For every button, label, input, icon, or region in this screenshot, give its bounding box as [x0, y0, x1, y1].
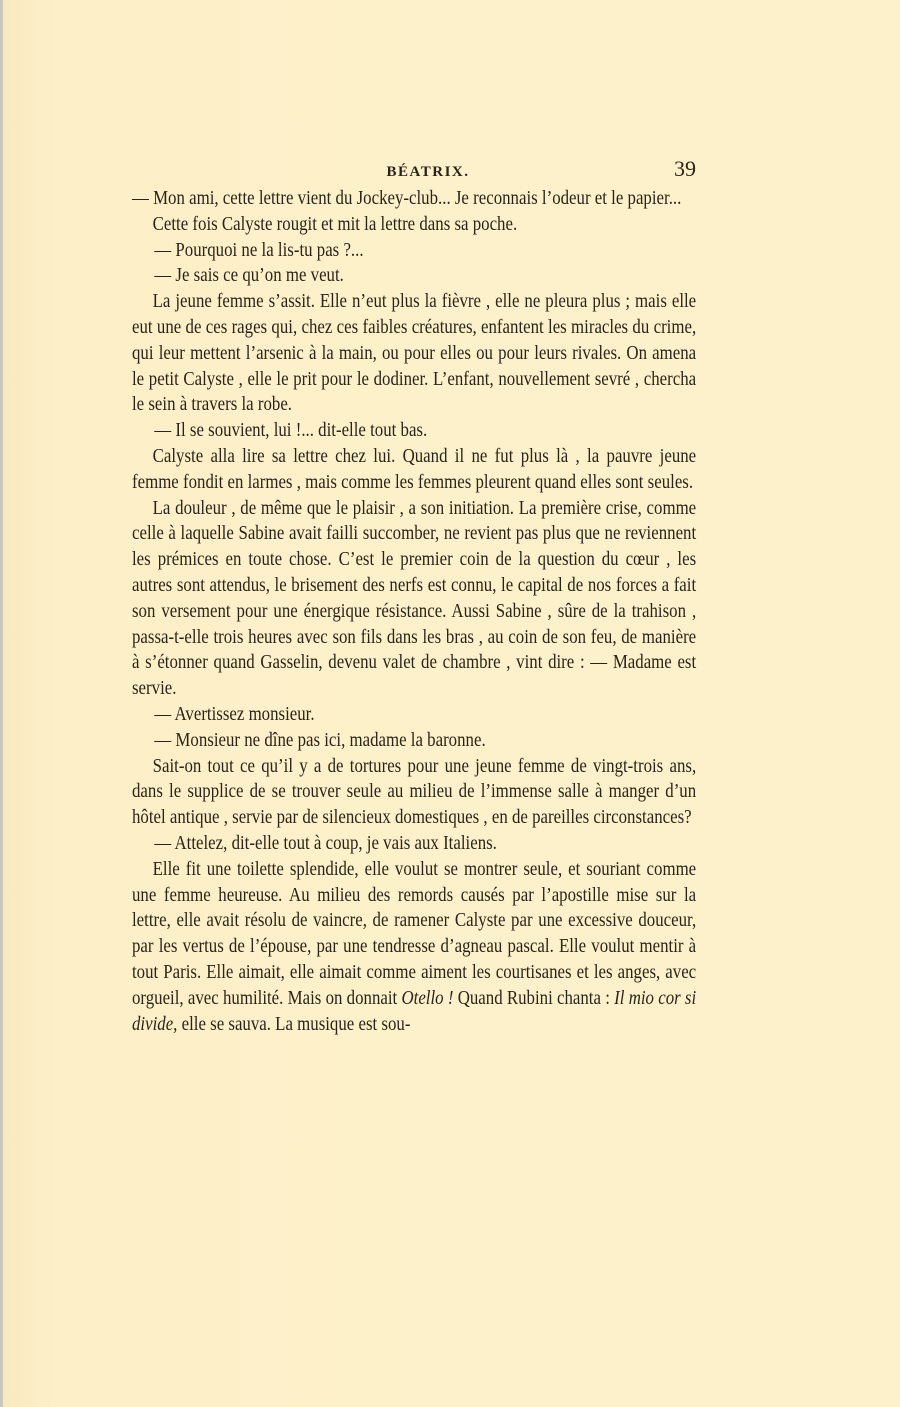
italic-text: Otello !	[401, 987, 454, 1009]
text-segment: — Attelez, dit-elle tout à coup, je vais aux Italiens.	[154, 832, 497, 854]
text-segment: — Je sais ce qu’on me veut.	[154, 265, 344, 287]
text-segment: Cette fois Calyste rougit et mit la lettre dans sa poche.	[152, 213, 518, 235]
text-segment: — Pourquoi ne la lis-tu pas ?...	[154, 239, 364, 261]
page-header	[132, 156, 696, 186]
paragraph	[132, 754, 696, 831]
dialogue-line	[132, 702, 696, 728]
text-segment: La jeune femme s’assit. Elle n’eut plus la fièvre , elle ne pleura plus ; mais elle eut une de ces rages qui, chez ces faibles créatures, enfantent les miracles du crime, qui leur mettent l’arsenic à la main, ou pour elles ou pour leurs rivales. On amena le petit Calyste , elle le prit pour le dodiner. L’enfant, nouvellement sevré , chercha le sein à travers la robe.	[132, 291, 697, 416]
dialogue-line	[132, 831, 696, 857]
text-segment: Quand Rubini chanta :	[453, 987, 615, 1009]
italic-text: Il mio cor si divide,	[132, 987, 697, 1035]
text-segment: elle se sauva. La musique est sou-	[177, 1013, 411, 1035]
text-segment: Calyste alla lire sa lettre chez lui. Quand il ne fut plus là , la pauvre jeune femme fondit en larmes , mais comme les femmes pleurent quand elles sont seules.	[132, 445, 697, 493]
dialogue-line	[132, 263, 696, 289]
body-text	[132, 186, 696, 1037]
paragraph	[132, 496, 696, 702]
text-segment: — Monsieur ne dîne pas ici, madame la baronne.	[154, 729, 486, 751]
page-number: 39	[674, 156, 696, 181]
dialogue-line	[132, 728, 696, 754]
text-segment: Elle fit une toilette splendide, elle voulut se montrer seule, et souriant comme une femme heureuse. Au milieu des remords causés par l’apostille mise sur la lettre, elle avait résolu de vaincre, de ramener Calyste par une excessive douceur, par les vertus de l’épouse, par une tendresse d’agneau pascal. Elle voulut mentir à tout Paris. Elle aimait, elle aimait comme aiment les courtisanes et les anges, avec orgueil, avec humilité. Mais on donnait	[132, 858, 697, 1009]
text-segment: — Mon ami, cette lettre vient du Jockey-club... Je reconnais l’odeur et le papier...	[132, 188, 682, 209]
dialogue-line	[132, 238, 696, 264]
dialogue-line	[132, 418, 696, 444]
text-segment: Sait-on tout ce qu’il y a de tortures pour une jeune femme de vingt-trois ans, dans le supplice de se trouver seule au milieu de l’immense salle à manger d’un hôtel antique , servie par de silencieux domestiques , en de pareilles circonstances?	[132, 755, 697, 829]
paragraph	[132, 186, 696, 212]
paragraph	[132, 212, 696, 238]
paragraph	[132, 857, 696, 1038]
paragraph	[132, 444, 696, 496]
paragraph	[132, 289, 696, 418]
text-segment: — Il se souvient, lui !... dit-elle tout bas.	[154, 420, 428, 442]
text-segment: — Avertissez monsieur.	[154, 703, 315, 725]
page-edge	[0, 0, 3, 1407]
running-title: BÉATRIX.	[386, 164, 470, 180]
text-segment: La douleur , de même que le plaisir , a son initiation. La première crise, comme celle à laquelle Sabine avait failli succomber, ne revient pas plus que ne reviennent les prémices en toute chose. C’est le premier coin de la question du cœur , les autres sont attendus, le brisement des nerfs est connu, le capital de nos forces a fait son versement pour une énergique résistance. Aussi Sabine , sûre de la trahison , passa-t-elle trois heures avec son fils dans les bras , au coin de son feu, de manière à s’étonner quand Gasselin, devenu valet de chambre , vint dire : — Madame est servie.	[132, 497, 697, 700]
